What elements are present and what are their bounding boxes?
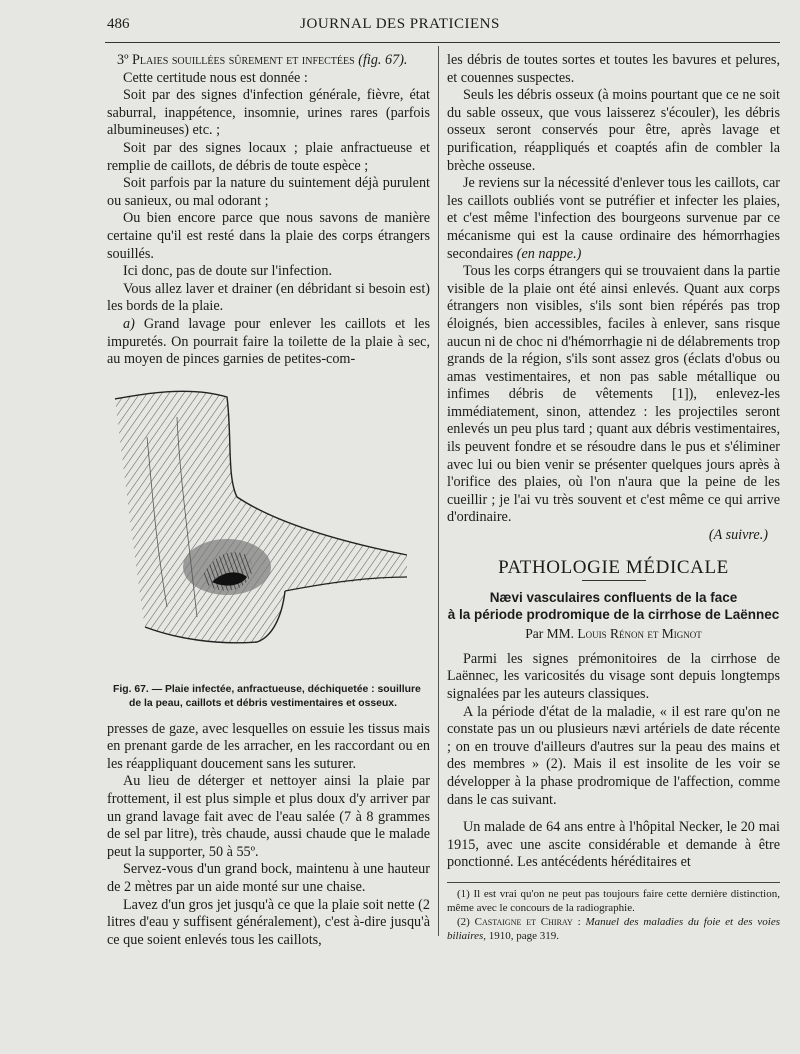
running-title: JOURNAL DES PRATICIENS: [300, 16, 500, 32]
paragraph: Ici donc, pas de doute sur l'infection.: [123, 263, 333, 280]
paragraph: Servez-vous d'un grand bock, maintenu à une hauteur de 2 mètres par un aide monté sur une chaise.: [107, 861, 430, 896]
footnote-2: (2) Castaigne et Chiray : Manuel des maladies du foie et des voies biliaires, 1910, page 319.: [447, 915, 781, 942]
paragraph: Parmi les signes prémonitoires de la cirrhose de Laënnec, les varicosités du visage sont depuis longtemps signalées par les auteurs classiques.: [447, 650, 780, 702]
figure-67: [107, 377, 430, 677]
paragraph: Soit par des signes locaux ; plaie anfractueuse et remplie de caillots, de débris de toute espèce ;: [107, 139, 430, 174]
footnote-rule: [447, 882, 780, 883]
right-column: [447, 52, 780, 943]
paragraph: Ou bien encore parce que nous savons de manière certaine qu'il est resté dans la plaie des corps étrangers souillés.: [107, 210, 430, 262]
column-divider: [438, 46, 439, 936]
byline: Par MM. Louis Rénon et Mignot: [525, 626, 702, 642]
header-rule: [105, 42, 780, 43]
paragraph: Vous allez laver et drainer (en débridant si besoin est) les bords de la plaie.: [107, 280, 430, 315]
section-heading: 3º Plaies souillées sûrement et infectées (fig. 67).: [117, 52, 408, 68]
to-be-continued: (A suivre.): [708, 527, 768, 544]
paragraph: les débris de toutes sortes et toutes les bavures et pelures, et couennes suspectes.: [447, 52, 780, 86]
paragraph: A la période d'état de la maladie, « il est rare qu'on ne constate pas un ou plusieurs nævi artériels de date récente ; on en trouve d'ailleurs d'autres sur la peau des mains et des membres » (2). Mais il est insolite de les voir se développer à la phase prodromique de l'affection, comme dans le cas suivant.: [447, 703, 780, 808]
paragraph: Lavez d'un gros jet jusqu'à ce que la plaie soit nette (2 litres d'eau y suffisent généralement), c'est à-dire jusqu'à ce que soient enlevés tous les caillots,: [107, 896, 430, 948]
figure-caption: Fig. 67. — Plaie infectée, anfractueuse, déchiquetée : souillure de la peau, caillots et débris vestimentaires et osseux.: [113, 683, 421, 709]
section-title: PATHOLOGIE MÉDICALE: [498, 556, 729, 578]
left-column: [107, 52, 430, 949]
wound-illustration: [107, 377, 430, 677]
article-title: Nævi vasculaires confluents de la face à la période prodromique de la cirrhose de Laënnec: [447, 590, 780, 623]
paragraph: Tous les corps étrangers qui se trouvaient dans la partie visible de la plaie ont été ainsi enlevés. Quant aux corps étrangers non visibles, s'ils sont bien répérés pas trop éloignés, bien accessibles, faciles à enlever, sans risque aucun ni de choc ni d'hémorrhagie ni de délabrements trop grands de la région, s'ils sont assez gros (éclats d'obus ou amas vestimentaires, et non pas sable métallique ou infimes débris de vêtements [1]), enlevez-les immédiatement, sinon, attendez : les projectiles seront enlevés un peu plus tard ; quant aux débris vestimentaires, ils peuvent fondre et se résoudre dans le pus et s'éliminer avec lui ou bien venir se présenter quelques jours après à l'orifice des plaies, où l'on n'aura que la peine de les cueillir ; je l'ai vu très souvent et c'est même ce qui arrive d'ordinaire.: [447, 263, 780, 526]
paragraph: a) Grand lavage pour enlever les caillots et les impuretés. On pourrait faire la toilette de la plaie à sec, au moyen de pinces garnies de petites-com-: [107, 315, 430, 368]
paragraph: Soit parfois par la nature du suintement déjà purulent ou sanieux, ou mal odorant ;: [107, 175, 430, 209]
paragraph: Seuls les débris osseux (à moins pourtant que ce ne soit du sable osseux, que vous laisserez s'écouler), les débris osseux seront conservés pour être, après lavage et purification, réappliqués et coaptés afin de combler la brèche osseuse.: [447, 87, 780, 174]
paragraph: Soit par des signes d'infection générale, fièvre, état saburral, inappétence, insomnie, urines rares (parfois albumineuses) etc. ;: [107, 87, 430, 139]
title-rule: [582, 580, 646, 581]
paragraph: Je reviens sur la nécessité d'enlever tous les caillots, car les caillots oubliés vont se putréfier et infecter les plaies, et c'est même l'infection des bourgeons survenue par ce mécanisme qui est la cause ordinaire des hémorrhagies secondaires (en nappe.): [447, 175, 780, 262]
paragraph: presses de gaze, avec lesquelles on essuie les tissus mais en prenant garde de les arracher, en les raccordant ou en les réappliquant doucement sans les suturer.: [107, 720, 430, 772]
footnote-1: (1) Il est vrai qu'on ne peut pas toujours faire cette dernière distinction, même avec le concours de la radiographie.: [447, 887, 780, 914]
paragraph: Au lieu de déterger et nettoyer ainsi la plaie par frottement, il est plus simple et plus doux d'y arriver par un grand lavage fait avec de l'eau salée (7 à 8 grammes de sel par litre), très chaude, aussi chaude que le malade peut la supporter, 50 à 55º.: [107, 773, 430, 860]
paragraph: Un malade de 64 ans entre à l'hôpital Necker, le 20 mai 1915, avec une ascite considérable et demande à être ponctionné. Les antécédents héréditaires et: [447, 819, 780, 871]
page-number: 486: [107, 16, 130, 32]
paragraph: Cette certitude nous est donnée :: [123, 69, 308, 86]
